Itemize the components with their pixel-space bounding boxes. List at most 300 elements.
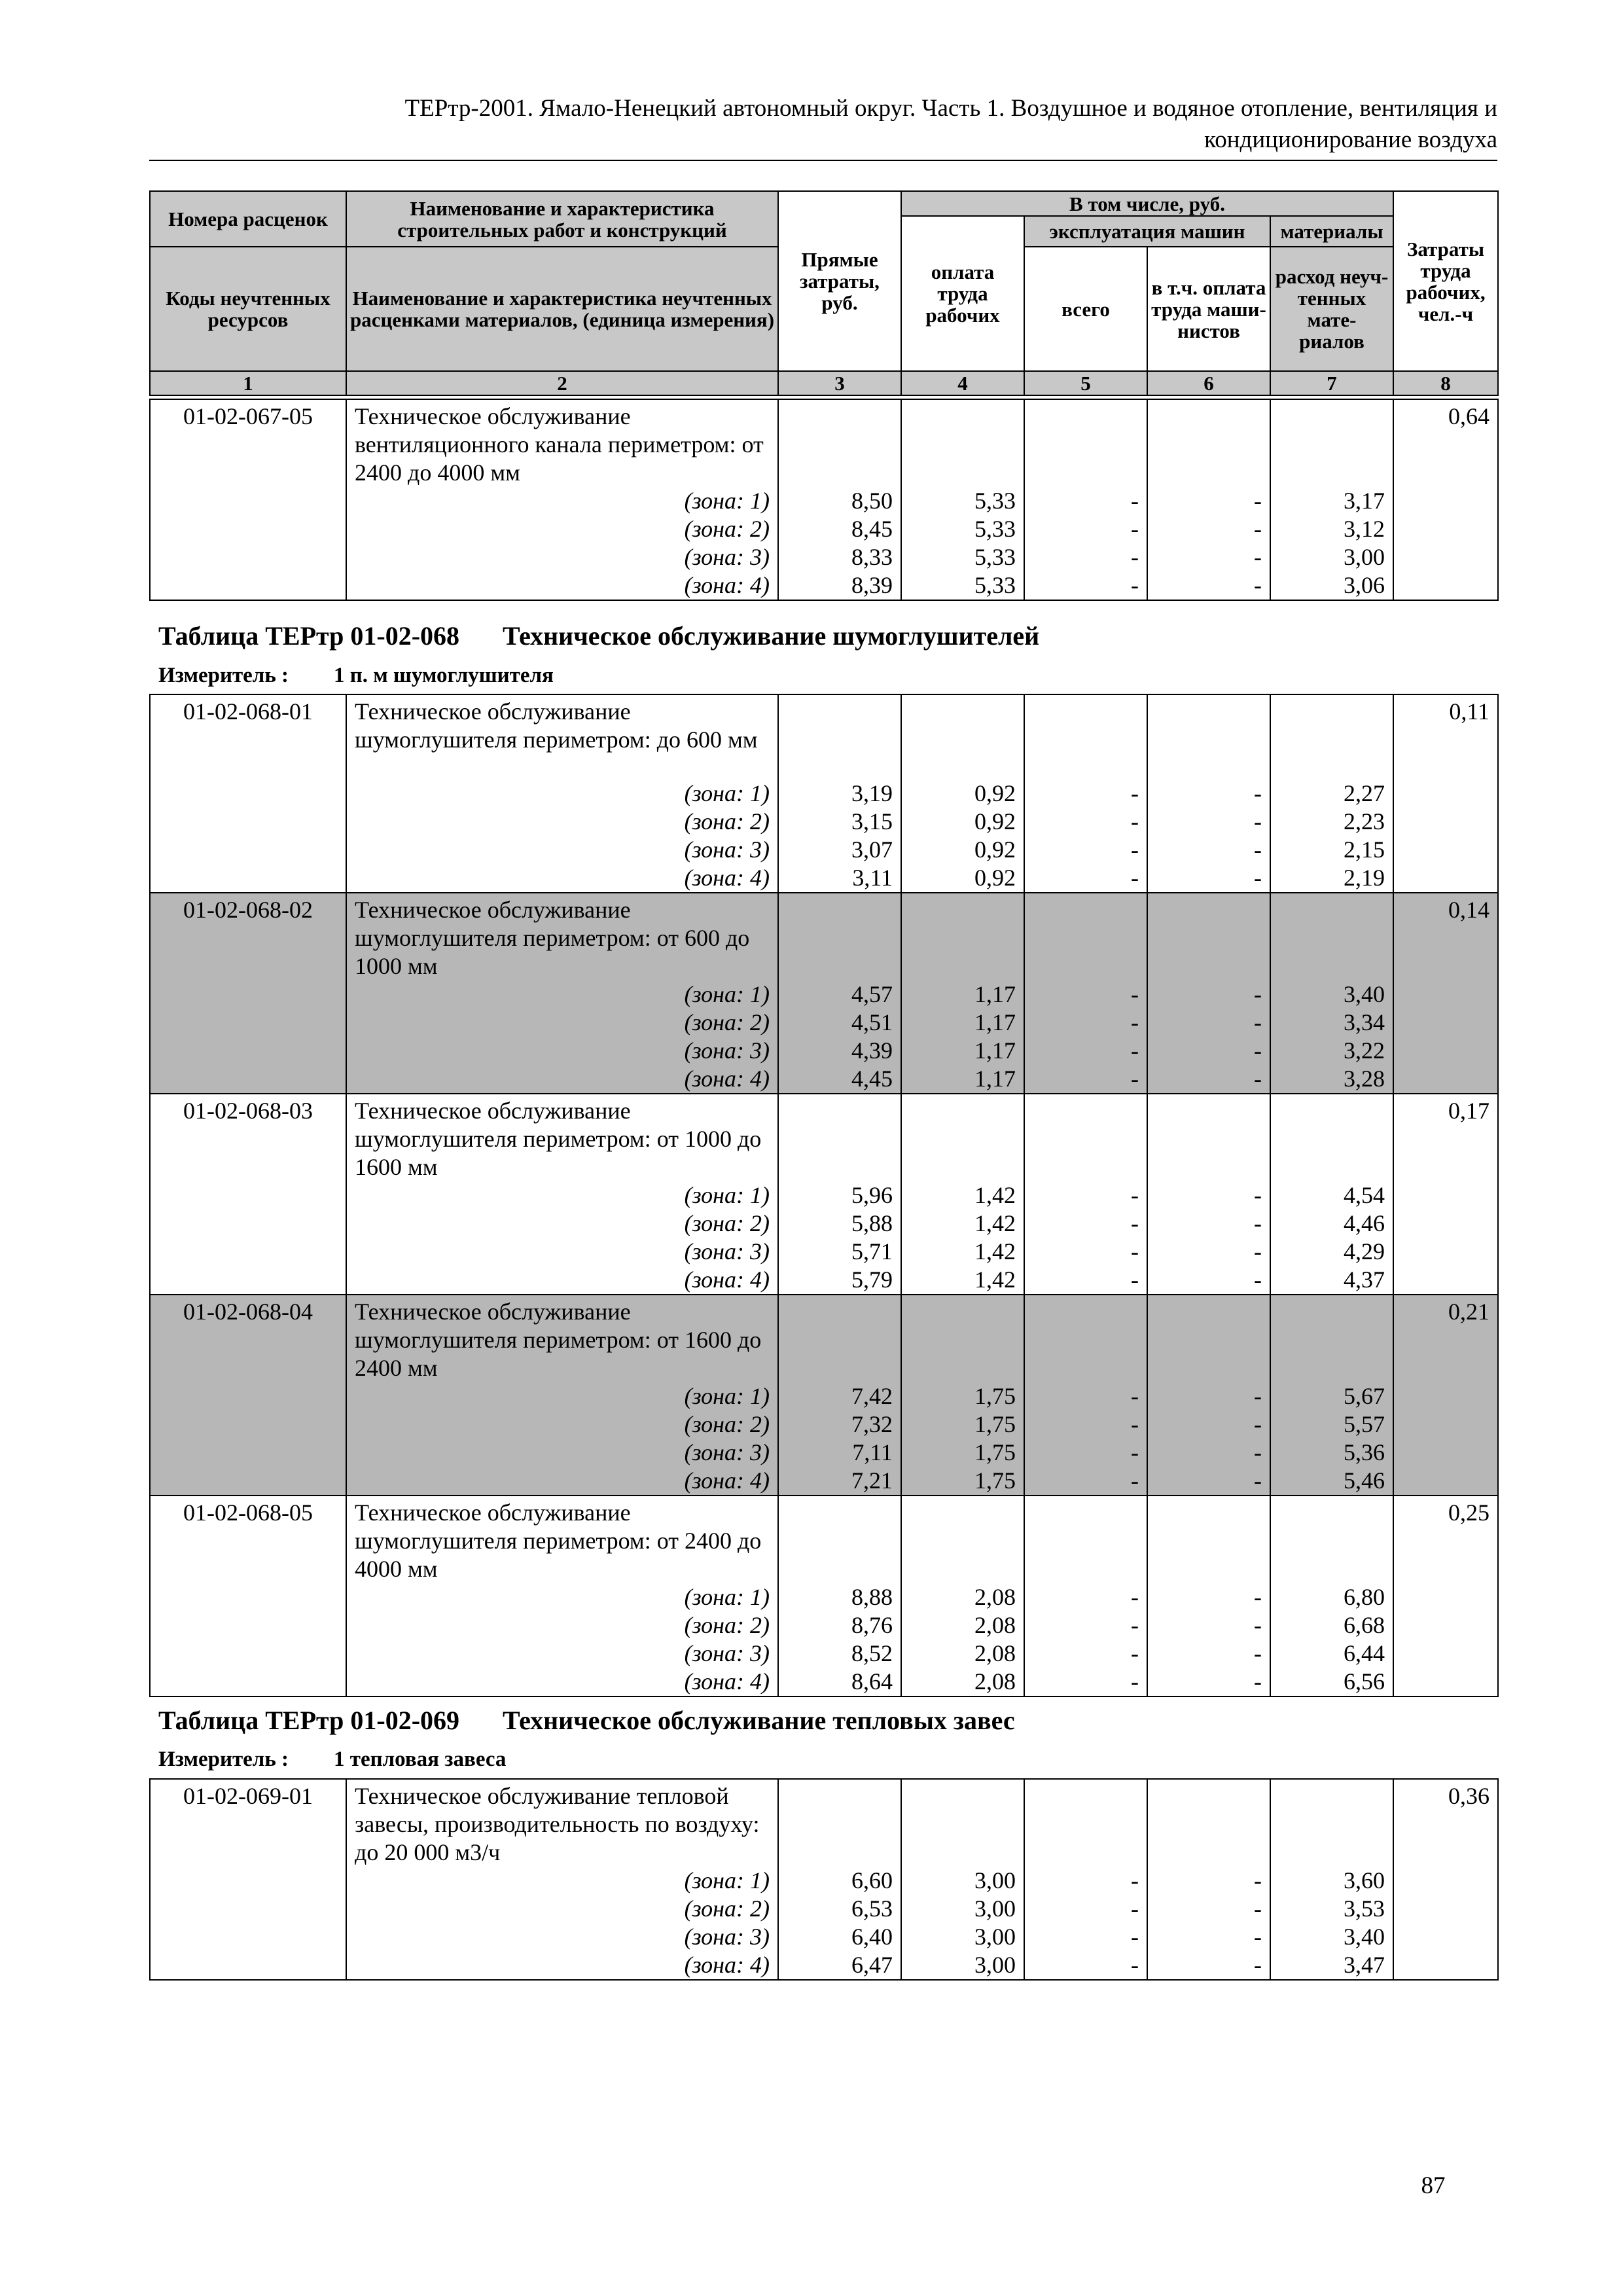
empty-cell <box>1393 1923 1498 1951</box>
empty-cell <box>1147 1496 1270 1583</box>
empty-cell <box>778 1779 901 1867</box>
empty-cell <box>1393 864 1498 893</box>
direct-costs-value: 8,88 <box>778 1583 901 1611</box>
labor-pay-value: 1,17 <box>901 980 1024 1009</box>
materials-value: 3,22 <box>1270 1037 1393 1065</box>
zone-label: (зона: 3) <box>346 836 778 864</box>
materials-value: 5,67 <box>1270 1382 1393 1410</box>
zone-label: (зона: 3) <box>346 1640 778 1668</box>
empty-cell <box>150 1611 346 1640</box>
header-rule <box>149 160 1497 161</box>
machinist-pay-value: - <box>1147 1181 1270 1210</box>
measurer-069 <box>158 1748 506 1772</box>
rate-entry-row <box>150 1094 1498 1181</box>
zone-label: (зона: 2) <box>346 808 778 836</box>
machinist-pay-value: - <box>1147 836 1270 864</box>
zone-row <box>150 1266 1498 1295</box>
direct-costs-value: 6,47 <box>778 1951 901 1980</box>
empty-cell <box>150 1923 346 1951</box>
column-number: 1 <box>150 371 346 395</box>
direct-costs-value: 8,50 <box>778 487 901 515</box>
empty-cell <box>1024 399 1147 487</box>
labor-pay-value: 1,17 <box>901 1009 1024 1037</box>
empty-cell <box>1024 893 1147 980</box>
empty-cell <box>150 543 346 571</box>
labor-pay-value: 1,75 <box>901 1467 1024 1496</box>
empty-cell <box>1393 1009 1498 1037</box>
empty-cell <box>1393 1895 1498 1923</box>
machine-total-value: - <box>1024 1238 1147 1266</box>
zone-row <box>150 980 1498 1009</box>
materials-value: 3,47 <box>1270 1951 1393 1980</box>
empty-cell <box>1393 1410 1498 1439</box>
zone-row <box>150 1210 1498 1238</box>
zone-label: (зона: 4) <box>346 1668 778 1696</box>
direct-costs-value: 8,52 <box>778 1640 901 1668</box>
measurer-label: Измеритель : <box>158 664 289 687</box>
rate-name: Техническое обслуживание шумоглушителя периметром: от 1600 до 2400 мм <box>346 1295 778 1382</box>
zone-label: (зона: 4) <box>346 571 778 600</box>
empty-cell <box>150 836 346 864</box>
measurer-068 <box>158 664 554 688</box>
rate-entry-row <box>150 399 1498 487</box>
machinist-pay-value: - <box>1147 1382 1270 1410</box>
direct-costs-value: 3,19 <box>778 780 901 808</box>
page-number: 87 <box>1421 2172 1446 2199</box>
empty-cell <box>1393 1640 1498 1668</box>
direct-costs-value: 4,39 <box>778 1037 901 1065</box>
materials-value: 3,40 <box>1270 1923 1393 1951</box>
machine-total-value: - <box>1024 1467 1147 1496</box>
labor-pay-value: 2,08 <box>901 1583 1024 1611</box>
machinist-pay-value: - <box>1147 515 1270 543</box>
machinist-pay-value: - <box>1147 1583 1270 1611</box>
machine-total-value: - <box>1024 1640 1147 1668</box>
materials-value: 3,53 <box>1270 1895 1393 1923</box>
empty-cell <box>150 1668 346 1696</box>
zone-label: (зона: 2) <box>346 1009 778 1037</box>
empty-cell <box>150 1640 346 1668</box>
zone-row <box>150 1382 1498 1410</box>
empty-cell <box>1270 1779 1393 1867</box>
machinist-pay-value: - <box>1147 543 1270 571</box>
zone-label: (зона: 1) <box>346 1382 778 1410</box>
materials-value: 2,15 <box>1270 836 1393 864</box>
table-title-text: Техническое обслуживание шумоглушителей <box>503 621 1040 651</box>
empty-cell <box>1393 1382 1498 1410</box>
direct-costs-value: 4,45 <box>778 1065 901 1094</box>
machinist-pay-value: - <box>1147 1668 1270 1696</box>
machinist-pay-value: - <box>1147 1065 1270 1094</box>
header-machine-operation: эксплуатация машин <box>1024 216 1270 247</box>
empty-cell <box>1024 694 1147 780</box>
direct-costs-value: 8,76 <box>778 1611 901 1640</box>
direct-costs-value: 6,40 <box>778 1923 901 1951</box>
rate-entry-row <box>150 893 1498 980</box>
machinist-pay-value: - <box>1147 1266 1270 1295</box>
materials-value: 4,37 <box>1270 1266 1393 1295</box>
machinist-pay-value: - <box>1147 1467 1270 1496</box>
machine-total-value: - <box>1024 780 1147 808</box>
empty-cell <box>1270 893 1393 980</box>
labor-pay-value: 1,42 <box>901 1210 1024 1238</box>
empty-cell <box>901 1094 1024 1181</box>
direct-costs-value: 6,53 <box>778 1895 901 1923</box>
empty-cell <box>778 1496 901 1583</box>
header-labor-pay: оплата труда рабочих <box>901 216 1024 371</box>
column-header <box>149 190 1499 396</box>
labor-costs-value: 0,21 <box>1393 1295 1498 1382</box>
empty-cell <box>1147 694 1270 780</box>
empty-cell <box>1393 1266 1498 1295</box>
zone-row <box>150 1037 1498 1065</box>
zone-label: (зона: 1) <box>346 980 778 1009</box>
zone-row <box>150 836 1498 864</box>
machine-total-value: - <box>1024 1065 1147 1094</box>
empty-cell <box>1393 1439 1498 1467</box>
zone-label: (зона: 2) <box>346 1210 778 1238</box>
zone-label: (зона: 2) <box>346 1895 778 1923</box>
machine-total-value: - <box>1024 1210 1147 1238</box>
materials-value: 3,12 <box>1270 515 1393 543</box>
machinist-pay-value: - <box>1147 1009 1270 1037</box>
rate-code: 01-02-068-03 <box>150 1094 346 1181</box>
materials-value: 3,34 <box>1270 1009 1393 1037</box>
measurer-value: 1 тепловая завеса <box>334 1748 507 1771</box>
header-labor-costs: Затраты труда рабочих, чел.-ч <box>1393 191 1498 371</box>
zone-row <box>150 864 1498 893</box>
rate-name: Техническое обслуживание шумоглушителя периметром: от 600 до 1000 мм <box>346 893 778 980</box>
machine-total-value: - <box>1024 571 1147 600</box>
zone-label: (зона: 3) <box>346 1037 778 1065</box>
materials-value: 3,17 <box>1270 487 1393 515</box>
rate-code: 01-02-068-04 <box>150 1295 346 1382</box>
labor-pay-value: 0,92 <box>901 780 1024 808</box>
zone-label: (зона: 1) <box>346 1583 778 1611</box>
empty-cell <box>150 780 346 808</box>
empty-cell <box>1393 836 1498 864</box>
labor-pay-value: 2,08 <box>901 1611 1024 1640</box>
zone-row <box>150 1467 1498 1496</box>
empty-cell <box>901 1496 1024 1583</box>
zone-row <box>150 1065 1498 1094</box>
zone-row <box>150 1181 1498 1210</box>
empty-cell <box>150 515 346 543</box>
zone-row <box>150 1009 1498 1037</box>
labor-pay-value: 2,08 <box>901 1668 1024 1696</box>
machine-total-value: - <box>1024 1037 1147 1065</box>
labor-costs-value: 0,36 <box>1393 1779 1498 1867</box>
zone-row <box>150 543 1498 571</box>
rate-name: Техническое обслуживание вентиляционного канала периметром: от 2400 до 4000 мм <box>346 399 778 487</box>
column-number: 6 <box>1147 371 1270 395</box>
zone-label: (зона: 1) <box>346 780 778 808</box>
empty-cell <box>150 1210 346 1238</box>
empty-cell <box>150 1867 346 1895</box>
machinist-pay-value: - <box>1147 808 1270 836</box>
zone-label: (зона: 4) <box>346 1266 778 1295</box>
empty-cell <box>150 1895 346 1923</box>
machine-total-value: - <box>1024 1439 1147 1467</box>
empty-cell <box>778 694 901 780</box>
column-number: 8 <box>1393 371 1498 395</box>
machine-total-value: - <box>1024 1410 1147 1439</box>
materials-value: 5,57 <box>1270 1410 1393 1439</box>
direct-costs-value: 4,51 <box>778 1009 901 1037</box>
empty-cell <box>1393 1210 1498 1238</box>
empty-cell <box>150 1467 346 1496</box>
materials-value: 5,36 <box>1270 1439 1393 1467</box>
direct-costs-value: 8,33 <box>778 543 901 571</box>
labor-pay-value: 1,75 <box>901 1382 1024 1410</box>
rate-code: 01-02-068-02 <box>150 893 346 980</box>
empty-cell <box>150 1583 346 1611</box>
labor-pay-value: 5,33 <box>901 487 1024 515</box>
empty-cell <box>150 1181 346 1210</box>
zone-label: (зона: 4) <box>346 1951 778 1980</box>
materials-value: 3,00 <box>1270 543 1393 571</box>
rate-name: Техническое обслуживание шумоглушителя периметром: от 1000 до 1600 мм <box>346 1094 778 1181</box>
zone-row <box>150 1583 1498 1611</box>
empty-cell <box>1393 487 1498 515</box>
empty-cell <box>1393 1951 1498 1980</box>
machine-total-value: - <box>1024 1009 1147 1037</box>
empty-cell <box>1393 980 1498 1009</box>
header-rate-numbers: Номера расценок <box>150 191 346 247</box>
zone-row <box>150 1410 1498 1439</box>
empty-cell <box>1024 1094 1147 1181</box>
machinist-pay-value: - <box>1147 1210 1270 1238</box>
direct-costs-value: 4,57 <box>778 980 901 1009</box>
materials-value: 4,29 <box>1270 1238 1393 1266</box>
empty-cell <box>1270 1496 1393 1583</box>
rates-table-068 <box>149 694 1499 1697</box>
machine-total-value: - <box>1024 1382 1147 1410</box>
materials-value: 3,40 <box>1270 980 1393 1009</box>
empty-cell <box>1393 1867 1498 1895</box>
materials-value: 5,46 <box>1270 1467 1393 1496</box>
zone-row <box>150 1923 1498 1951</box>
column-number: 2 <box>346 371 778 395</box>
machine-total-value: - <box>1024 515 1147 543</box>
table-title-068 <box>158 620 1039 651</box>
empty-cell <box>150 808 346 836</box>
direct-costs-value: 7,21 <box>778 1467 901 1496</box>
header-including: В том числе, руб. <box>901 191 1393 216</box>
labor-pay-value: 5,33 <box>901 515 1024 543</box>
empty-cell <box>1270 1295 1393 1382</box>
machine-total-value: - <box>1024 808 1147 836</box>
machinist-pay-value: - <box>1147 1923 1270 1951</box>
header-direct-costs: Прямые затраты, руб. <box>778 191 901 371</box>
measurer-value: 1 п. м шумоглушителя <box>334 664 554 687</box>
materials-value: 6,68 <box>1270 1611 1393 1640</box>
empty-cell <box>1147 1779 1270 1867</box>
labor-costs-value: 0,25 <box>1393 1496 1498 1583</box>
machine-total-value: - <box>1024 980 1147 1009</box>
rate-code: 01-02-068-01 <box>150 694 346 780</box>
zone-row <box>150 808 1498 836</box>
direct-costs-value: 8,45 <box>778 515 901 543</box>
zone-row <box>150 1895 1498 1923</box>
empty-cell <box>1393 1668 1498 1696</box>
zone-label: (зона: 3) <box>346 543 778 571</box>
machine-total-value: - <box>1024 1668 1147 1696</box>
zone-row <box>150 780 1498 808</box>
zone-label: (зона: 4) <box>346 1467 778 1496</box>
labor-costs-value: 0,14 <box>1393 893 1498 980</box>
table-title-code: Таблица ТЕРтр 01-02-068 <box>158 621 460 651</box>
empty-cell <box>1393 1181 1498 1210</box>
machinist-pay-value: - <box>1147 1895 1270 1923</box>
rate-code: 01-02-067-05 <box>150 399 346 487</box>
machine-total-value: - <box>1024 1181 1147 1210</box>
direct-costs-value: 8,39 <box>778 571 901 600</box>
machinist-pay-value: - <box>1147 1439 1270 1467</box>
empty-cell <box>901 893 1024 980</box>
rate-entry-row <box>150 1779 1498 1867</box>
labor-pay-value: 1,75 <box>901 1410 1024 1439</box>
labor-pay-value: 1,75 <box>901 1439 1024 1467</box>
header-resource-codes: Коды неучтенных ресурсов <box>150 247 346 371</box>
running-header <box>149 93 1497 156</box>
empty-cell <box>1393 1611 1498 1640</box>
direct-costs-value: 3,15 <box>778 808 901 836</box>
zone-label: (зона: 2) <box>346 1410 778 1439</box>
rate-code: 01-02-069-01 <box>150 1779 346 1867</box>
labor-pay-value: 1,17 <box>901 1065 1024 1094</box>
labor-pay-value: 3,00 <box>901 1867 1024 1895</box>
rate-name: Техническое обслуживание шумоглушителя периметром: до 600 мм <box>346 694 778 780</box>
labor-pay-value: 5,33 <box>901 543 1024 571</box>
column-number: 3 <box>778 371 901 395</box>
machinist-pay-value: - <box>1147 980 1270 1009</box>
empty-cell <box>778 893 901 980</box>
direct-costs-value: 7,32 <box>778 1410 901 1439</box>
labor-pay-value: 0,92 <box>901 864 1024 893</box>
materials-value: 3,06 <box>1270 571 1393 600</box>
direct-costs-value: 7,11 <box>778 1439 901 1467</box>
labor-pay-value: 2,08 <box>901 1640 1024 1668</box>
machinist-pay-value: - <box>1147 571 1270 600</box>
direct-costs-value: 5,88 <box>778 1210 901 1238</box>
machinist-pay-value: - <box>1147 780 1270 808</box>
empty-cell <box>1393 1583 1498 1611</box>
rates-table-067 <box>149 399 1499 601</box>
zone-label: (зона: 1) <box>346 487 778 515</box>
machine-total-value: - <box>1024 543 1147 571</box>
labor-pay-value: 3,00 <box>901 1895 1024 1923</box>
running-header-line-1: ТЕРтр-2001. Ямало-Ненецкий автономный округ. Часть 1. Воздушное и водяное отопление, вентиляция и <box>404 95 1497 122</box>
materials-value: 6,80 <box>1270 1583 1393 1611</box>
empty-cell <box>1393 780 1498 808</box>
zone-label: (зона: 1) <box>346 1867 778 1895</box>
empty-cell <box>150 487 346 515</box>
labor-pay-value: 0,92 <box>901 836 1024 864</box>
machinist-pay-value: - <box>1147 487 1270 515</box>
labor-pay-value: 3,00 <box>901 1923 1024 1951</box>
machinist-pay-value: - <box>1147 1238 1270 1266</box>
empty-cell <box>778 1295 901 1382</box>
labor-costs-value: 0,11 <box>1393 694 1498 780</box>
table-title-code: Таблица ТЕРтр 01-02-069 <box>158 1706 460 1735</box>
empty-cell <box>150 571 346 600</box>
zone-label: (зона: 3) <box>346 1439 778 1467</box>
direct-costs-value: 5,79 <box>778 1266 901 1295</box>
direct-costs-value: 8,64 <box>778 1668 901 1696</box>
empty-cell <box>150 864 346 893</box>
header-machinist-pay: в т.ч. оплата труда маши- нистов <box>1147 247 1270 371</box>
machine-total-value: - <box>1024 487 1147 515</box>
empty-cell <box>1024 1496 1147 1583</box>
zone-row <box>150 515 1498 543</box>
direct-costs-value: 6,60 <box>778 1867 901 1895</box>
machine-total-value: - <box>1024 864 1147 893</box>
materials-value: 4,54 <box>1270 1181 1393 1210</box>
materials-value: 3,60 <box>1270 1867 1393 1895</box>
zone-row <box>150 1951 1498 1980</box>
labor-pay-value: 1,42 <box>901 1266 1024 1295</box>
empty-cell <box>901 1295 1024 1382</box>
empty-cell <box>1393 1037 1498 1065</box>
empty-cell <box>901 694 1024 780</box>
zone-row <box>150 571 1498 600</box>
zone-row <box>150 1668 1498 1696</box>
machinist-pay-value: - <box>1147 1410 1270 1439</box>
empty-cell <box>901 399 1024 487</box>
empty-cell <box>1393 1238 1498 1266</box>
column-number: 5 <box>1024 371 1147 395</box>
materials-value: 4,46 <box>1270 1210 1393 1238</box>
labor-pay-value: 3,00 <box>901 1951 1024 1980</box>
empty-cell <box>150 1009 346 1037</box>
empty-cell <box>1147 1094 1270 1181</box>
rates-table-069 <box>149 1778 1499 1981</box>
direct-costs-value: 3,11 <box>778 864 901 893</box>
machine-total-value: - <box>1024 1923 1147 1951</box>
labor-costs-value: 0,64 <box>1393 399 1498 487</box>
materials-value: 3,28 <box>1270 1065 1393 1094</box>
zone-row <box>150 487 1498 515</box>
empty-cell <box>150 980 346 1009</box>
column-numbers-row <box>150 371 1498 395</box>
direct-costs-value: 7,42 <box>778 1382 901 1410</box>
column-number: 4 <box>901 371 1024 395</box>
rate-name: Техническое обслуживание шумоглушителя периметром: от 2400 до 4000 мм <box>346 1496 778 1583</box>
empty-cell <box>1147 1295 1270 1382</box>
empty-cell <box>1024 1779 1147 1867</box>
machinist-pay-value: - <box>1147 1867 1270 1895</box>
empty-cell <box>150 1951 346 1980</box>
machine-total-value: - <box>1024 1867 1147 1895</box>
machinist-pay-value: - <box>1147 1951 1270 1980</box>
zone-row <box>150 1867 1498 1895</box>
materials-value: 6,44 <box>1270 1640 1393 1668</box>
zone-label: (зона: 3) <box>346 1238 778 1266</box>
header-materials: материалы <box>1270 216 1393 247</box>
machinist-pay-value: - <box>1147 1611 1270 1640</box>
running-header-line-2: кондиционирование воздуха <box>1204 126 1497 153</box>
empty-cell <box>1393 1065 1498 1094</box>
empty-cell <box>1393 515 1498 543</box>
zone-label: (зона: 2) <box>346 1611 778 1640</box>
rate-entry-row <box>150 1295 1498 1382</box>
machinist-pay-value: - <box>1147 1037 1270 1065</box>
header-material-name: Наименование и характеристика неучтенных расценками материалов, (единица измерения) <box>346 247 778 371</box>
labor-pay-value: 1,17 <box>901 1037 1024 1065</box>
direct-costs-value: 5,71 <box>778 1238 901 1266</box>
empty-cell <box>150 1266 346 1295</box>
